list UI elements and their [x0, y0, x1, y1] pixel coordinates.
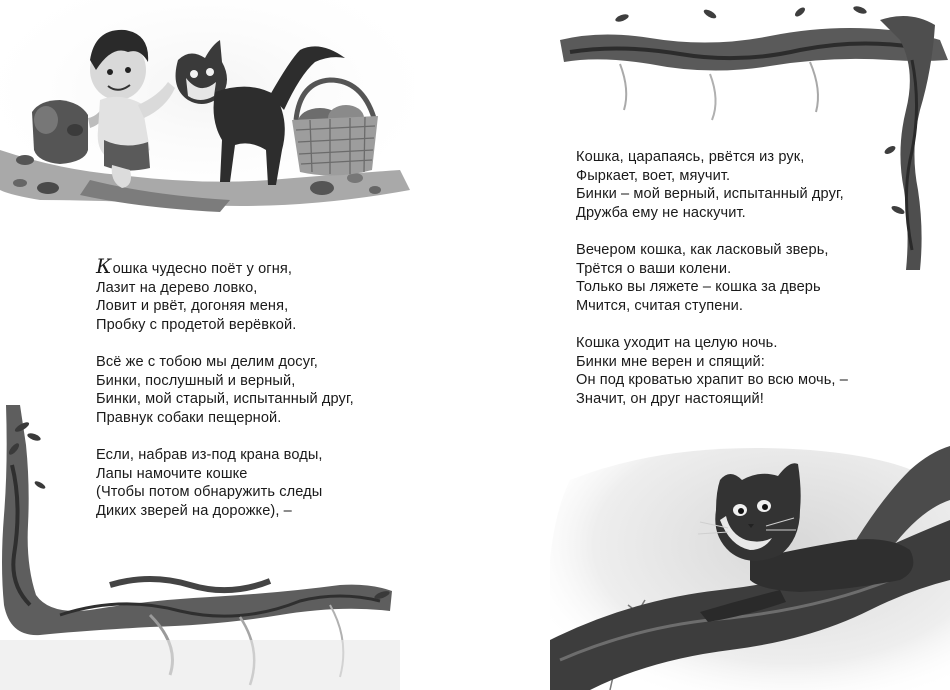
poem-line: Мчится, считая ступени.: [576, 297, 744, 314]
poem-line-text: ошка чудесно поёт у огня,: [112, 261, 293, 277]
poem-line: Бинки – мой верный, испытанный друг,: [576, 186, 844, 203]
stanza: [96, 446, 354, 520]
stanza: [96, 353, 354, 427]
poem-line: Правнук собаки пещерной.: [96, 409, 282, 426]
poem-line: Пробку с продетой верёвкой.: [96, 316, 297, 333]
poem-line: Он под кроватью храпит во всю мочь, –: [576, 372, 848, 389]
poem-line: Ловит и рвёт, догоняя меня,: [96, 298, 289, 315]
poem-line: Бинки, послушный и верный,: [96, 372, 296, 389]
boy-and-cat-illustration: [0, 0, 415, 225]
poem-line: Дружба ему не наскучит.: [576, 204, 746, 221]
poem-right: [576, 148, 848, 427]
poem-left: [96, 254, 354, 539]
poem-line: Бинки, мой старый, испытанный друг,: [96, 391, 354, 408]
poem-line: Диких зверей на дорожке), –: [96, 502, 292, 519]
stanza: [576, 148, 848, 222]
poem-line: (Чтобы потом обнаружить следы: [96, 484, 323, 501]
poem-line: Фыркает, воет, мяучит.: [576, 167, 731, 184]
stanza: [576, 241, 848, 315]
poem-line: Значит, он друг настоящий!: [576, 390, 764, 407]
stanza: [96, 254, 354, 334]
poem-line: Лазит на дерево ловко,: [96, 279, 258, 296]
poem-line: Всё же с тобою мы делим досуг,: [96, 353, 318, 370]
stanza: [576, 334, 848, 408]
right-page: [475, 0, 950, 690]
poem-line: [96, 254, 354, 279]
poem-line: Вечером кошка, как ласковый зверь,: [576, 241, 829, 258]
poem-line: Если, набрав из-под крана воды,: [96, 446, 323, 463]
poem-line: Трётся о ваши колени.: [576, 260, 732, 277]
cat-on-branch-illustration: [550, 440, 950, 690]
poem-line: Бинки мне верен и спящий:: [576, 353, 765, 370]
poem-line: Только вы ляжете – кошка за дверь: [576, 279, 821, 296]
poem-line: Кошка, царапаясь, рвётся из рук,: [576, 149, 805, 165]
poem-line: Лапы намочите кошке: [96, 465, 248, 482]
dropcap: К: [96, 254, 112, 278]
poem-line: Кошка уходит на целую ночь.: [576, 334, 778, 351]
